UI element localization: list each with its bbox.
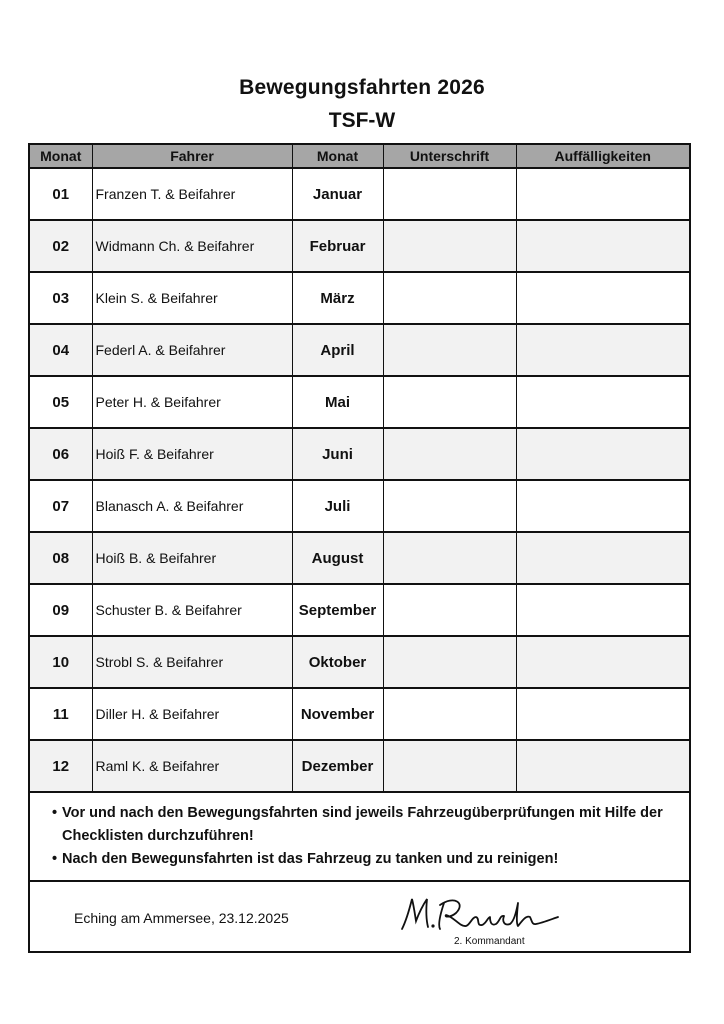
instruction-item (52, 802, 675, 848)
signature-cell (383, 220, 516, 272)
driver-name: Raml K. & Beifahrer (92, 740, 292, 792)
month-number: 03 (30, 272, 92, 324)
signature-cell (383, 636, 516, 688)
remarks-cell (516, 220, 689, 272)
month-name: Oktober (292, 636, 383, 688)
driver-name: Strobl S. & Beifahrer (92, 636, 292, 688)
remarks-cell (516, 688, 689, 740)
table-header-row (30, 145, 689, 168)
driver-name: Diller H. & Beifahrer (92, 688, 292, 740)
month-name: November (292, 688, 383, 740)
table-row (30, 532, 689, 584)
month-number: 01 (30, 168, 92, 220)
schedule-frame (28, 143, 691, 953)
month-number: 10 (30, 636, 92, 688)
instruction-text: Vor und nach den Bewegungsfahrten sind jeweils Fahrzeugüberprüfungen mit Hilfe der Checklisten durchzuführen! (62, 805, 663, 844)
month-number: 06 (30, 428, 92, 480)
driver-name: Peter H. & Beifahrer (92, 376, 292, 428)
driver-name: Blanasch A. & Beifahrer (92, 480, 292, 532)
signature-cell (383, 532, 516, 584)
month-name: Januar (292, 168, 383, 220)
remarks-cell (516, 532, 689, 584)
vehicle-subtitle: TSF-W (328, 109, 396, 132)
month-number: 09 (30, 584, 92, 636)
header-monat-name: Monat (292, 145, 383, 168)
bullet-icon: • (52, 851, 58, 867)
signature-cell (383, 272, 516, 324)
table-row (30, 636, 689, 688)
signature-cell (383, 688, 516, 740)
signature-cell (383, 168, 516, 220)
month-name: Februar (292, 220, 383, 272)
driver-name: Klein S. & Beifahrer (92, 272, 292, 324)
table-row (30, 324, 689, 376)
remarks-cell (516, 584, 689, 636)
table-row (30, 272, 689, 324)
table-row (30, 168, 689, 220)
signer-role: 2. Kommandant (454, 936, 525, 947)
month-name: April (292, 324, 383, 376)
remarks-cell (516, 272, 689, 324)
document-title: Bewegungsfahrten 2026 (239, 76, 485, 99)
month-number: 05 (30, 376, 92, 428)
signature-cell (383, 428, 516, 480)
table-row (30, 428, 689, 480)
month-name: Juli (292, 480, 383, 532)
month-number: 12 (30, 740, 92, 792)
month-number: 07 (30, 480, 92, 532)
table-row (30, 220, 689, 272)
remarks-cell (516, 324, 689, 376)
signature-cell (383, 584, 516, 636)
remarks-cell (516, 636, 689, 688)
instruction-item (52, 848, 675, 871)
place-and-date: Eching am Ammersee, 23.12.2025 (74, 910, 289, 926)
table-row (30, 584, 689, 636)
instructions-box (30, 792, 689, 882)
driver-name: Widmann Ch. & Beifahrer (92, 220, 292, 272)
month-number: 04 (30, 324, 92, 376)
remarks-cell (516, 480, 689, 532)
table-row (30, 740, 689, 792)
signature-cell (383, 740, 516, 792)
bullet-icon: • (52, 805, 58, 821)
table-row (30, 480, 689, 532)
month-name: Juni (292, 428, 383, 480)
remarks-cell (516, 740, 689, 792)
schedule-table (30, 145, 689, 793)
instruction-text: Nach den Bewegunsfahrten ist das Fahrzeug zu tanken und zu reinigen! (62, 851, 559, 867)
header-unterschrift: Unterschrift (383, 145, 516, 168)
month-number: 08 (30, 532, 92, 584)
header-fahrer: Fahrer (92, 145, 292, 168)
driver-name: Hoiß B. & Beifahrer (92, 532, 292, 584)
month-name: Mai (292, 376, 383, 428)
signature-cell (383, 480, 516, 532)
table-row (30, 376, 689, 428)
month-name: Dezember (292, 740, 383, 792)
driver-name: Schuster B. & Beifahrer (92, 584, 292, 636)
month-number: 02 (30, 220, 92, 272)
driver-name: Federl A. & Beifahrer (92, 324, 292, 376)
header-auffaelligkeiten: Auffälligkeiten (516, 145, 689, 168)
table-row (30, 688, 689, 740)
month-number: 11 (30, 688, 92, 740)
driver-name: Franzen T. & Beifahrer (92, 168, 292, 220)
signature-cell (383, 324, 516, 376)
signature-cell (383, 376, 516, 428)
remarks-cell (516, 428, 689, 480)
month-name: März (292, 272, 383, 324)
driver-name: Hoiß F. & Beifahrer (92, 428, 292, 480)
remarks-cell (516, 376, 689, 428)
remarks-cell (516, 168, 689, 220)
month-name: September (292, 584, 383, 636)
month-name: August (292, 532, 383, 584)
handwritten-signature (400, 893, 580, 937)
header-monat-number: Monat (30, 145, 92, 168)
